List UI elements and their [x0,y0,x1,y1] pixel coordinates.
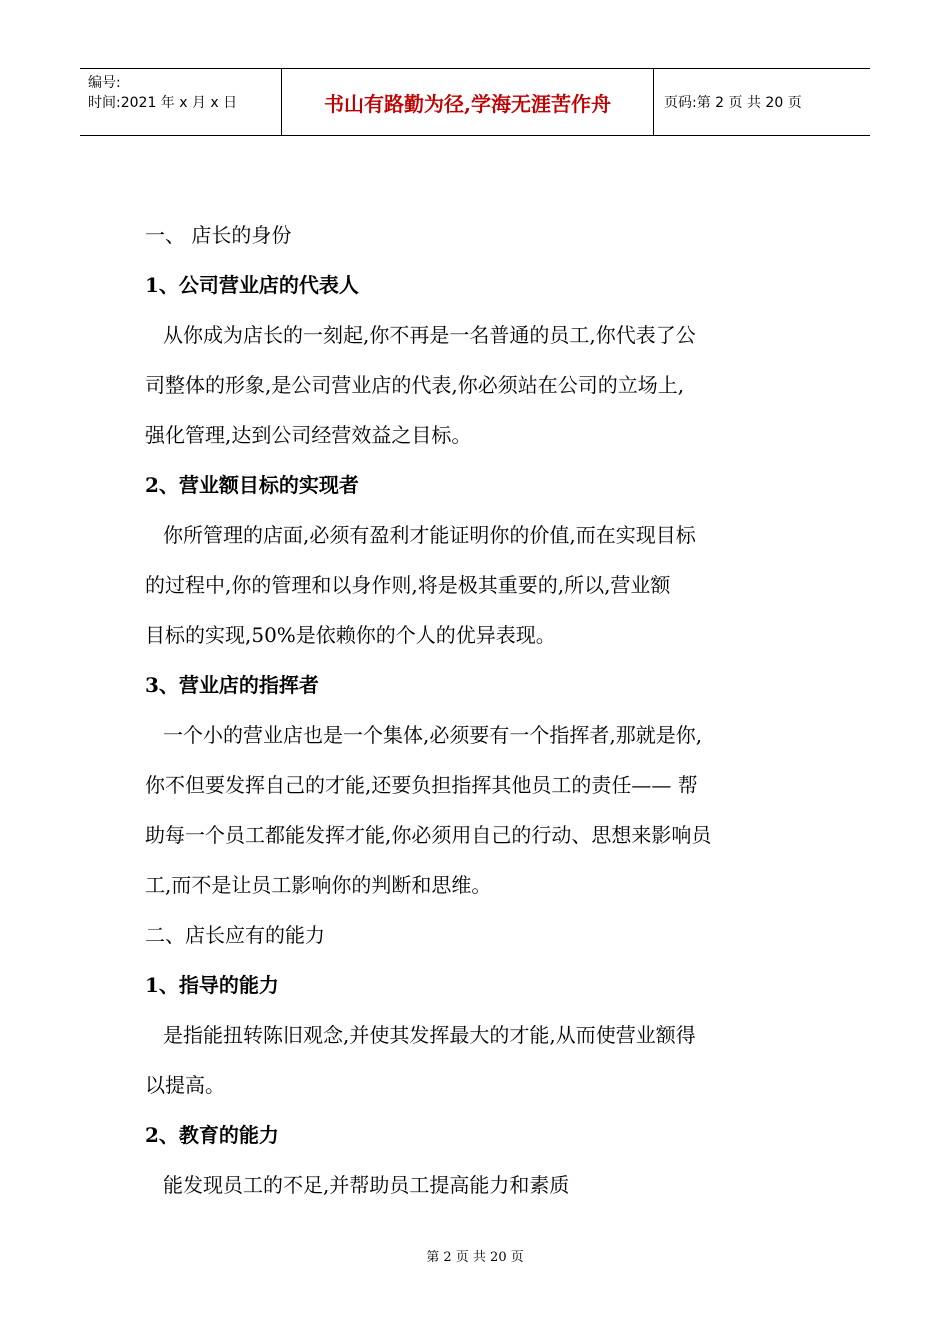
document-body [145,210,825,1210]
paragraph-line: 助每一个员工都能发挥才能,你必须用自己的行动、思想来影响员 [145,823,712,847]
paragraph-line: 从你成为店长的一刻起,你不再是一名普通的员工,你代表了公 [163,323,696,347]
subheading: 1、指导的能力 [145,973,279,997]
header-page-info: 页码:第 2 页 共 20 页 [664,95,802,111]
subheading: 3、营业店的指挥者 [145,673,319,697]
paragraph-line: 一个小的营业店也是一个集体,必须要有一个指挥者,那就是你, [163,723,703,747]
header-meta [80,69,282,135]
paragraph-line: 的过程中,你的管理和以身作则,将是极其重要的,所以,营业额 [145,573,671,597]
section-heading: 一、 店长的身份 [145,223,292,247]
paragraph-line: 是指能扭转陈旧观念,并使其发挥最大的才能,从而使营业额得 [163,1023,696,1047]
paragraph-line: 强化管理,达到公司经营效益之目标。 [145,423,472,447]
page-footer: 第 2 页 共 20 页 [426,1250,524,1265]
subheading: 1、公司营业店的代表人 [145,273,359,297]
paragraph-line: 工,而不是让员工影响你的判断和思维。 [145,873,492,897]
subheading: 2、教育的能力 [145,1123,279,1147]
paragraph-line: 你不但要发挥自己的才能,还要负担指挥其他员工的责任—— 帮 [145,773,698,797]
section-heading: 二、店长应有的能力 [145,923,325,947]
paragraph-line: 司整体的形象,是公司营业店的代表,你必须站在公司的立场上, [145,373,685,397]
paragraph-line: 目标的实现,50%是依赖你的个人的优异表现。 [145,623,556,647]
paragraph-line: 你所管理的店面,必须有盈利才能证明你的价值,而在实现目标 [163,523,696,547]
paragraph-line: 能发现员工的不足,并帮助员工提高能力和素质 [163,1173,570,1197]
document-time: 时间:2021 年 x 月 x 日 [88,95,238,111]
subheading: 2、营业额目标的实现者 [145,473,359,497]
header-motto: 书山有路勤为径,学海无涯苦作舟 [282,69,654,135]
document-number-label: 编号: [88,75,121,91]
page-header [80,68,870,136]
paragraph-line: 以提高。 [145,1073,225,1097]
